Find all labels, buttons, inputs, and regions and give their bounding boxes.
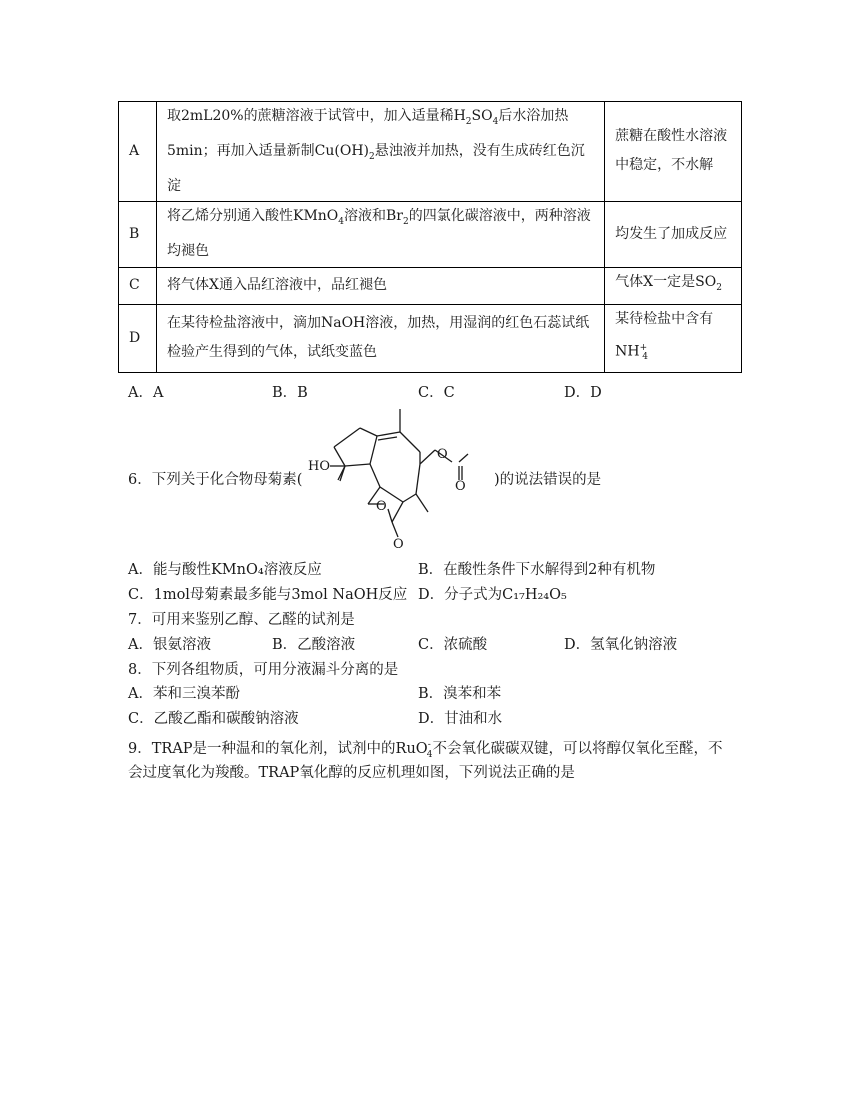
q8-stem: 8．下列各组物质，可用分液漏斗分离的是 [128,662,399,678]
row-conclusion: 均发生了加成反应 [605,201,742,267]
row-description: 在某待检盐溶液中，滴加NaOH溶液，加热，用湿润的红色石蕊试纸检验产生得到的气体，试纸变蓝色 [156,304,604,372]
q5-option-c[interactable]: C．C [418,385,455,401]
q5-option-a[interactable]: A．A [128,385,164,401]
row-label: D [119,304,157,372]
ester-carbonyl-label: O [455,479,466,494]
row-description: 将乙烯分别通入酸性KMnO$_4$溶液和$Br_2$的四氯化碳溶液中，两种溶液均褪色 [156,201,604,267]
q7-option-d[interactable]: D．氢氧化钠溶液 [564,637,678,653]
q7-option-a[interactable]: A．银氨溶液 [128,637,211,653]
row-label: A [119,102,157,202]
q9-stem-line1: 9．TRAP是一种温和的氧化剂，试剂中的RuO-$_4$不会氧化碳碳双键，可以将醇仅氧化至醛，不 [128,740,723,760]
q6-option-d[interactable]: D．分子式为C₁₇H₂₄O₅ [418,587,567,603]
q7-option-c[interactable]: C．浓硫酸 [418,637,488,653]
hydroxyl-label: HO [308,459,330,474]
experiment-table [118,101,742,373]
q5-option-d[interactable]: D．D [564,385,602,401]
ester-oxygen-label: O [437,447,448,462]
row-label: C [119,267,157,304]
table-row [119,102,742,202]
table-row [119,201,742,267]
q8-option-a[interactable]: A．苯和三溴苯酚 [128,686,240,702]
table-row [119,304,742,372]
q7-option-b[interactable]: B．乙酸溶液 [272,637,356,653]
row-label: B [119,201,157,267]
row-conclusion: 某待检盐中含有$NH^+_4$ [605,304,742,372]
row-description: 取2mL20%的蔗糖溶液于试管中，加入适量稀$H_2SO_4$后水浴加热5min；再加入适量新制$Cu(OH)_2$悬浊液并加热，没有生成砖红色沉淀 [156,102,604,202]
q7-stem: 7．可用来鉴别乙醇、乙醛的试剂是 [128,612,355,628]
q6-stem-after: )的说法错误的是 [494,472,602,488]
q6-option-c[interactable]: C．1mol母菊素最多能与3mol NaOH反应 [128,587,408,603]
q6-stem-before: 6．下列关于化合物母菊素( [128,472,303,488]
q5-option-b[interactable]: B．B [272,385,308,401]
q6-option-a[interactable]: A．能与酸性KMnO₄溶液反应 [128,562,322,578]
q8-option-c[interactable]: C．乙酸乙酯和碳酸钠溶液 [128,711,299,727]
table-row [119,267,742,304]
q9-stem-line2: 会过度氧化为羧酸。TRAP氧化醇的反应机理如图，下列说法正确的是 [128,765,575,781]
row-description: 将气体X通入品红溶液中，品红褪色 [156,267,604,304]
row-conclusion: 蔗糖在酸性水溶液中稳定，不水解 [605,102,742,202]
q8-option-d[interactable]: D．甘油和水 [418,711,503,727]
matricin-structure [300,402,500,552]
q6-option-b[interactable]: B．在酸性条件下水解得到2种有机物 [418,562,656,578]
row-conclusion: 气体X一定是$SO_2$ [605,267,742,304]
q8-option-b[interactable]: B．溴苯和苯 [418,686,502,702]
ring-oxygen-label: O [376,499,387,514]
lactone-carbonyl-label: O [393,537,404,552]
